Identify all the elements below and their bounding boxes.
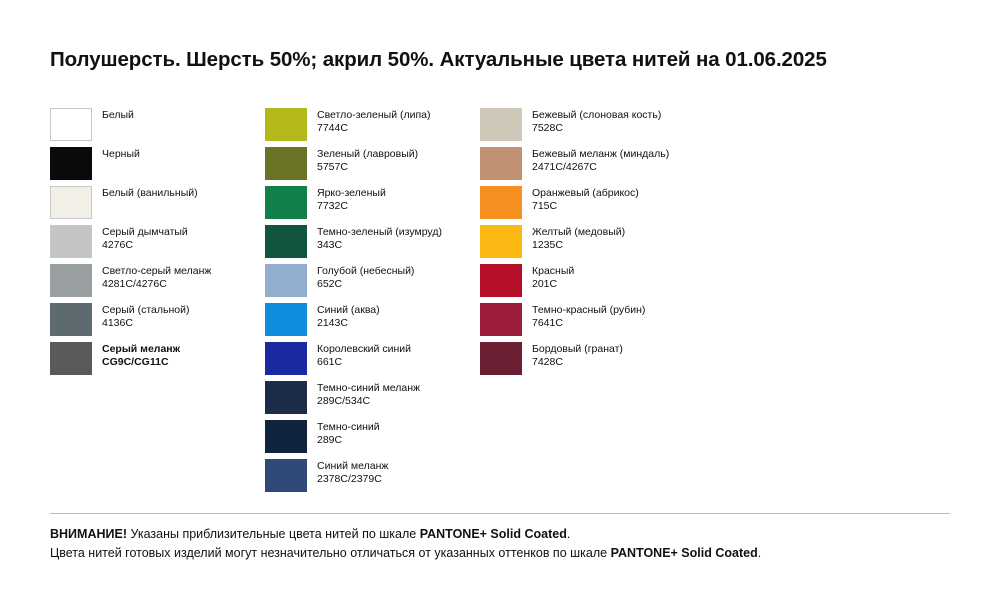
swatch-item <box>265 147 480 186</box>
swatch-code: 661C <box>317 356 343 369</box>
swatch-item <box>480 342 695 381</box>
color-swatch <box>50 225 92 258</box>
color-swatch <box>50 342 92 375</box>
swatch-code: 2143C <box>317 317 348 330</box>
swatch-column-3 <box>480 108 695 498</box>
swatch-code: 4276C <box>102 239 133 252</box>
swatch-name: Серый меланж <box>102 343 181 355</box>
color-swatch <box>50 108 92 141</box>
swatch-text <box>92 108 134 122</box>
swatch-text <box>522 186 639 214</box>
color-swatch <box>265 381 307 414</box>
swatch-name: Оранжевый (абрикос) <box>532 187 639 199</box>
pantone-brand: PANTONE+ Solid Coated <box>610 545 758 560</box>
swatch-item <box>50 186 265 225</box>
footer-line-2-text: Цвета нитей готовых изделий могут незначительно отличаться от указанных оттенков по шкале <box>50 545 611 560</box>
footer-line-2-end: . <box>757 545 762 560</box>
color-swatch <box>265 303 307 336</box>
swatch-name: Бежевый (слоновая кость) <box>532 109 662 121</box>
swatch-text <box>92 147 140 161</box>
swatch-code: 343C <box>317 239 343 252</box>
swatch-text <box>92 303 189 331</box>
swatch-code: 4281C/4276C <box>102 278 167 291</box>
swatch-item <box>50 264 265 303</box>
swatch-item <box>480 225 695 264</box>
swatch-code: 1235C <box>532 239 563 252</box>
swatch-name: Серый (стальной) <box>102 304 190 316</box>
swatch-name: Белый (ванильный) <box>102 187 198 199</box>
color-swatch <box>50 303 92 336</box>
swatch-code: 289C <box>317 434 343 447</box>
swatch-item <box>50 108 265 147</box>
footer-notes <box>50 525 950 563</box>
swatch-code: 7732C <box>317 200 348 213</box>
swatch-name: Черный <box>102 148 140 160</box>
swatch-text <box>92 186 198 200</box>
swatch-text <box>307 147 418 175</box>
swatch-code: CG9C/CG11C <box>102 356 169 369</box>
swatch-name: Синий (аква) <box>317 304 380 316</box>
swatch-text <box>307 108 431 136</box>
swatch-item <box>50 303 265 342</box>
swatch-item <box>265 264 480 303</box>
swatch-column-1 <box>50 108 265 498</box>
footer-line-1-text: Указаны приблизительные цвета нитей по шкале <box>127 527 420 541</box>
swatch-code: 652C <box>317 278 343 291</box>
swatch-code: 5757C <box>317 161 348 174</box>
swatch-name: Светло-серый меланж <box>102 265 212 277</box>
swatch-item <box>50 342 265 381</box>
pantone-brand: PANTONE+ Solid Coated <box>419 527 567 541</box>
swatch-text <box>307 459 388 487</box>
swatch-text <box>522 225 625 253</box>
swatch-item <box>480 108 695 147</box>
swatch-name: Светло-зеленый (липа) <box>317 109 431 121</box>
swatch-name: Темно-синий меланж <box>317 382 421 394</box>
swatch-code: 201C <box>532 278 558 291</box>
swatch-name: Темно-зеленый (изумруд) <box>317 226 442 238</box>
color-swatch <box>265 186 307 219</box>
swatch-name: Темно-красный (рубин) <box>532 304 646 316</box>
swatch-code: 4136C <box>102 317 133 330</box>
swatch-text <box>307 303 380 331</box>
swatch-name: Зеленый (лавровый) <box>317 148 419 160</box>
swatch-text <box>307 186 386 214</box>
swatch-name: Темно-синий <box>317 421 380 433</box>
swatch-name: Синий меланж <box>317 460 389 472</box>
swatch-item <box>50 147 265 186</box>
swatch-item <box>265 381 480 420</box>
color-swatch <box>480 342 522 375</box>
swatch-text <box>522 108 661 136</box>
swatch-text <box>522 303 645 331</box>
color-swatch <box>265 264 307 297</box>
swatch-text <box>92 342 180 370</box>
swatch-column-2 <box>265 108 480 498</box>
swatch-code: 2471C/4267C <box>532 161 597 174</box>
footer-line-2 <box>50 544 950 563</box>
color-swatch <box>480 303 522 336</box>
color-swatch <box>265 459 307 492</box>
page-title: Полушерсть. Шерсть 50%; акрил 50%. Актуальные цвета нитей на 01.06.2025 <box>50 48 827 71</box>
swatch-item <box>480 303 695 342</box>
footer-line-1-end: . <box>566 527 571 541</box>
swatch-item <box>480 264 695 303</box>
swatch-name: Белый <box>102 109 134 121</box>
swatch-text <box>522 147 669 175</box>
attention-label: ВНИМАНИЕ! <box>50 527 127 541</box>
color-swatch <box>50 186 92 219</box>
color-swatch <box>265 108 307 141</box>
swatch-item <box>480 147 695 186</box>
color-swatch <box>265 342 307 375</box>
swatch-text <box>307 420 380 448</box>
color-swatch <box>265 225 307 258</box>
swatch-name: Серый дымчатый <box>102 226 188 238</box>
color-swatch <box>480 108 522 141</box>
color-swatch <box>480 186 522 219</box>
swatch-text <box>92 264 211 292</box>
swatch-text <box>522 342 623 370</box>
swatch-item <box>265 108 480 147</box>
color-swatch <box>480 225 522 258</box>
swatch-item <box>265 420 480 459</box>
swatch-item <box>265 303 480 342</box>
swatch-columns <box>50 108 950 498</box>
swatch-text <box>522 264 574 292</box>
swatch-text <box>307 381 420 409</box>
swatch-code: 715C <box>532 200 558 213</box>
color-swatch <box>265 420 307 453</box>
swatch-code: 7428C <box>532 356 563 369</box>
swatch-name: Бежевый меланж (миндаль) <box>532 148 670 160</box>
swatch-item <box>265 225 480 264</box>
swatch-text <box>92 225 188 253</box>
swatch-code: 7641C <box>532 317 563 330</box>
swatch-text <box>307 264 414 292</box>
swatch-code: 2378C/2379C <box>317 473 382 486</box>
footer-line-1 <box>50 525 950 544</box>
swatch-code: 7744C <box>317 122 348 135</box>
swatch-text <box>307 342 411 370</box>
swatch-item <box>265 186 480 225</box>
swatch-item <box>265 459 480 498</box>
swatch-name: Ярко-зеленый <box>317 187 386 199</box>
swatch-name: Королевский синий <box>317 343 411 355</box>
swatch-item <box>50 225 265 264</box>
swatch-name: Голубой (небесный) <box>317 265 415 277</box>
color-swatch <box>50 147 92 180</box>
swatch-code: 289C/534C <box>317 395 371 408</box>
color-swatch <box>480 147 522 180</box>
swatch-code: 7528C <box>532 122 563 135</box>
swatch-name: Бордовый (гранат) <box>532 343 623 355</box>
color-swatch <box>50 264 92 297</box>
swatch-name: Красный <box>532 265 575 277</box>
swatch-item <box>265 342 480 381</box>
color-swatch <box>480 264 522 297</box>
footer-divider <box>50 513 950 514</box>
color-swatch <box>265 147 307 180</box>
swatch-text <box>307 225 442 253</box>
swatch-item <box>480 186 695 225</box>
swatch-name: Желтый (медовый) <box>532 226 626 238</box>
